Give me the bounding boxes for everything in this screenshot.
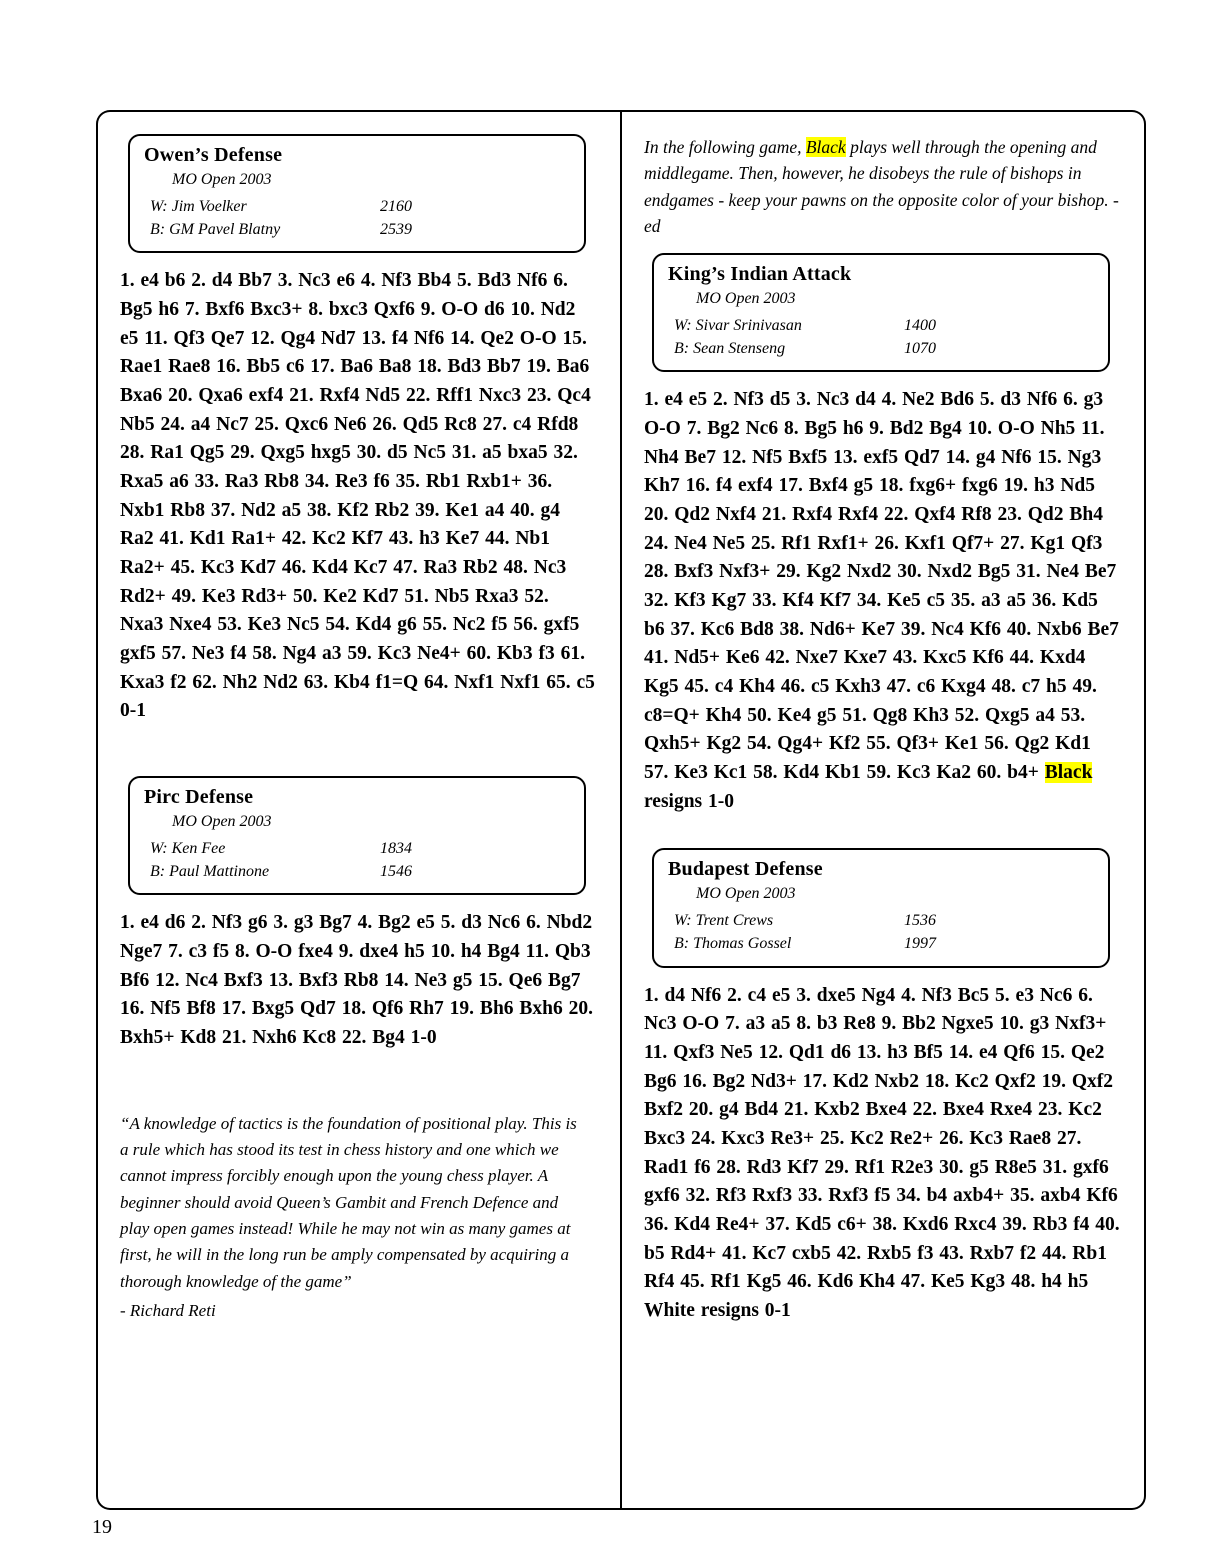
intro-text-part1: In the following game, bbox=[644, 137, 806, 157]
game-event: MO Open 2003 bbox=[172, 812, 272, 830]
moves-body: 1. e4 e5 2. Nf3 d5 3. Nc3 d4 4. Ne2 Bd6 5. d3 Nf6 6. g3 O-O 7. Bg2 Nc6 8. Bg5 h6 9. Bd2 Bg4 10. O-O Nh5 11. Nh4 Be7 12. Nf5 Bxf5 13. exf5 Qd7 14. g4 Nf6 15. Ng3 Kh7 16. f4 exf4 17. Bxf4 g5 18. fxg6+ fxg6 19. h3 Nd5 20. Qd2 Nxf4 21. Rxf4 Rxf4 22. Qxf4 Rf8 23. Qd2 Bh4 24. Ne4 Ne5 25. Rf1 Rxf1+ 26. Kxf1 Qf7+ 27. Kg1 Qf3 28. Bxf3 Nxf3+ 29. Kg2 Nxd2 30. Nxd2 Bg5 31. Ne4 Be7 32. Kf3 Kg7 33. Kf4 Kf7 34. Ke5 c5 35. a3 a5 36. Kd5 b6 37. Kc6 Bd8 38. Nd6+ Ke7 39. Nc4 Kf6 40. Nxb6 Be7 41. Nd5+ Ke6 42. Nxe7 Kxe7 43. Kxc5 Kf6 44. Kxd4 Kg5 45. c4 Kh4 46. c5 Kxh3 47. c6 Kxg4 48. c7 h5 49. c8=Q+ Kh4 50. Ke4 g5 51. Qg8 Kh3 52. Qxg5 a4 53. Qxh5+ Kg2 54. Qg4+ Kf2 55. Qf3+ Ke1 56. Qg2 Kd1 57. Ke3 Kc1 58. Kd4 Kb1 59. Kc3 Ka2 60. b4+ bbox=[644, 389, 1119, 783]
game-event: MO Open 2003 bbox=[172, 171, 272, 188]
black-player-row bbox=[150, 218, 570, 241]
game-moves-kings-indian-attack bbox=[644, 386, 1120, 816]
game-title: Pirc Defense bbox=[144, 785, 254, 808]
pull-quote-attribution: - Richard Reti bbox=[120, 1300, 216, 1320]
right-column bbox=[621, 110, 1146, 1510]
pull-quote: “A knowledge of tactics is the foundation of positional play. This is a rule which has stood its test in chess history and one which we cannot impress forcibly enough upon the young chess player. A beginner should avoid Queen’s Gambit and French Defence and play open games instead! While he may not win as many games at first, he will in the long run be amply compensated by acquiring a thorough knowledge of the game” bbox=[120, 1113, 577, 1291]
moves-result: White resigns 0-1 bbox=[644, 1299, 791, 1321]
spacer bbox=[640, 816, 1126, 842]
black-player-row bbox=[150, 860, 570, 883]
game-moves-budapest-defense bbox=[644, 982, 1120, 1326]
intro-highlight-black: Black bbox=[805, 137, 846, 157]
black-player-rating: 1997 bbox=[904, 935, 936, 953]
white-player-rating: 1834 bbox=[380, 839, 412, 857]
black-player-row bbox=[674, 932, 1094, 955]
white-player-row bbox=[150, 837, 570, 860]
game-title: Owen’s Defense bbox=[144, 144, 283, 166]
game-event: MO Open 2003 bbox=[696, 290, 796, 307]
black-player-rating: 2539 bbox=[380, 221, 412, 239]
game-title: Budapest Defense bbox=[668, 858, 823, 881]
game-moves-owens-defense: 1. e4 b6 2. d4 Bb7 3. Nc3 e6 4. Nf3 Bb4 5. Bd3 Nf6 6. Bg5 h6 7. Bxf6 Bxc3+ 8. bxc3 Qxf6 9. O-O d6 10. Nd2 e5 11. Qf3 Qe7 12. Qg4 Nd7 13. f4 Nf6 14. Qe2 O-O 15. Rae1 Rae8 16. Bb5 c6 17. Ba6 Ba8 18. Bd3 Bb7 19. Ba6 Bxa6 20. Qxa6 exf4 21. Rxf4 Nd5 22. Rff1 Nxc3 23. Qc4 Nb5 24. a4 Nc7 25. Qxc6 Ne6 26. Qd5 Rc8 27. c4 Rfd8 28. Ra1 Qg5 29. Qxg5 hxg5 30. d5 Nc5 31. a5 bxa5 32. Rxa5 a6 33. Ra3 Rb8 34. Re3 f6 35. Rb1 Rxb1+ 36. Nxb1 Rb8 37. Nd2 a5 38. Kf2 Rb2 39. Ke1 a4 40. g4 Ra2 41. Kd1 Ra1+ 42. Kc2 Kf7 43. h3 Ke7 44. Nb1 Ra2+ 45. Kc3 Kd7 46. Kd4 Kc7 47. Ra3 Rb2 48. Nc3 Rd2+ 49. Ke3 Rd3+ 50. Ke2 Kd7 51. Nb5 Rxa3 52. Nxa3 Nxe4 53. Ke3 Nc5 54. Kd4 g6 55. Nc2 f5 56. gxf5 gxf5 57. Ne3 f4 58. Ng4 a3 59. Kc3 Ne4+ 60. Kb3 f3 61. Kxa3 f2 62. Nh2 Nd2 63. Kb4 f1=Q 64. Nxf1 Nxf1 65. c5 0-1 bbox=[120, 270, 595, 722]
black-player-name: B: GM Pavel Blatny bbox=[150, 221, 281, 239]
game-header-owens-defense bbox=[128, 134, 586, 253]
game-header-budapest-defense bbox=[652, 848, 1110, 967]
intro-text-part2: plays well through the opening and middlegame. Then, however, he disobeys the rule of bishops in endgames - keep your pawns on the opposite color of your bishop. -ed bbox=[644, 137, 1119, 236]
game-header-kings-indian-attack bbox=[652, 253, 1110, 372]
black-player-name: B: Sean Stenseng bbox=[674, 340, 786, 358]
moves-result: resigns 1-0 bbox=[644, 790, 735, 812]
white-player-row bbox=[674, 314, 1094, 337]
black-player-rating: 1070 bbox=[904, 340, 936, 358]
editor-intro-note bbox=[644, 134, 1120, 239]
black-player-name: B: Thomas Gossel bbox=[674, 935, 792, 953]
white-player-name: W: Sivar Srinivasan bbox=[674, 317, 802, 334]
black-player-name: B: Paul Mattinone bbox=[150, 863, 270, 881]
game-moves-pirc-defense: 1. e4 d6 2. Nf3 g6 3. g3 Bg7 4. Bg2 e5 5. d3 Nc6 6. Nbd2 Nge7 7. c3 f5 8. O-O fxe4 9. dxe4 h5 10. h4 Bg4 11. Qb3 Bf6 12. Nc4 Bxf3 13. Bxf3 Rb8 14. Ne3 g5 15. Qe6 Bg7 16. Nf5 Bf8 17. Bxg5 Qd7 18. Qf6 Rh7 19. Bh6 Bxh6 20. Bxh5+ Kd8 21. Nxh6 Kc8 22. Bg4 1-0 bbox=[120, 912, 594, 1048]
spacer bbox=[116, 726, 602, 770]
left-column bbox=[96, 110, 621, 1510]
black-player-rating: 1546 bbox=[380, 863, 412, 881]
game-event: MO Open 2003 bbox=[696, 885, 796, 903]
two-column-layout bbox=[96, 110, 1146, 1510]
white-player-name: W: Jim Voelker bbox=[150, 198, 247, 215]
white-player-rating: 1536 bbox=[904, 912, 936, 930]
white-player-name: W: Ken Fee bbox=[150, 839, 226, 857]
white-player-row bbox=[674, 909, 1094, 932]
game-header-pirc-defense bbox=[128, 776, 586, 895]
moves-highlight-black: Black bbox=[1044, 761, 1093, 783]
game-title: King’s Indian Attack bbox=[668, 263, 852, 285]
white-player-rating: 2160 bbox=[380, 198, 412, 215]
moves-body: 1. d4 Nf6 2. c4 e5 3. dxe5 Ng4 4. Nf3 Bc5 5. e3 Nc6 6. Nc3 O-O 7. a3 a5 8. b3 Re8 9. Bb2 Ngxe5 10. g3 Nxf3+ 11. Qxf3 Ne5 12. Qd1 d6 13. h3 Bf5 14. e4 Qf6 15. Qe2 Bg6 16. Bg2 Nd3+ 17. Kd2 Nxb2 18. Kc2 Qxf2 19. Qxf2 Bxf2 20. g4 Bd4 21. Kxb2 Bxe4 22. Bxe4 Rxe4 23. Kc2 Bxc3 24. Kxc3 Re3+ 25. Kc2 Re2+ 26. Kc3 Rae8 27. Rad1 f6 28. Rd3 Kf7 29. Rf1 R2e3 30. g5 R8e5 31. gxf6 gxf6 32. Rf3 Rxf3 33. Rxf3 f5 34. b4 axb4+ 35. axb4 Kf6 36. Kd4 Re4+ 37. Kd5 c6+ 38. Kxd6 Rxc4 39. Rb3 f4 40. b5 Rd4+ 41. Kc7 cxb5 42. Rxb5 f3 43. Rxb7 f2 44. Rb1 Rf4 45. Rf1 Kg5 46. Kd6 Kh4 47. Ke5 Kg3 48. h4 h5 bbox=[644, 984, 1120, 1293]
white-player-rating: 1400 bbox=[904, 317, 936, 334]
black-player-row bbox=[674, 337, 1094, 360]
white-player-name: W: Trent Crews bbox=[674, 912, 774, 930]
white-player-row bbox=[150, 195, 570, 218]
page-number: 19 bbox=[92, 1516, 112, 1538]
